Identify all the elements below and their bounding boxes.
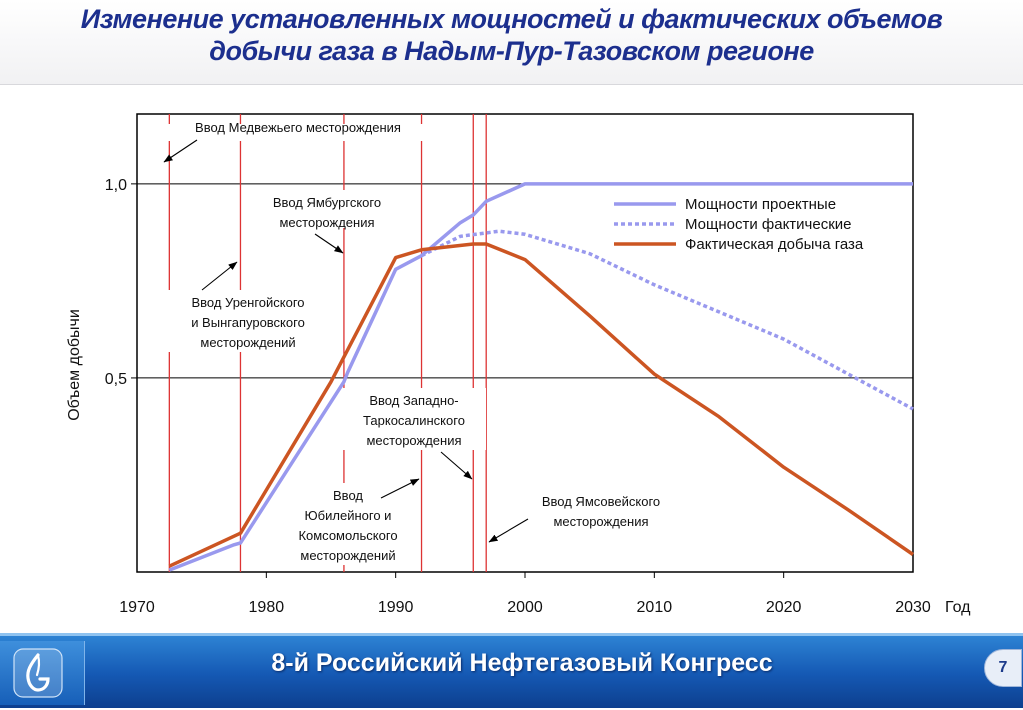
annotation-2-line-2: месторождений xyxy=(200,335,296,350)
annotation-2-line-1: и Вынгапуровского xyxy=(191,315,305,330)
annotation-4-line-2: Комсомольского xyxy=(298,528,398,543)
congress-name: 8-й Российский Нефтегазовый Конгресс xyxy=(271,649,773,677)
annotation-2-line-0: Ввод Уренгойского xyxy=(191,295,305,310)
footer-bar xyxy=(0,633,1023,708)
x-tick-label-5: 2020 xyxy=(765,599,802,616)
logo xyxy=(0,641,85,705)
x-tick-label-1: 1980 xyxy=(248,599,285,616)
x-tick-label-6: 2030 xyxy=(895,599,931,616)
legend-label-0: Мощности проектные xyxy=(685,196,837,213)
gazprom-logo-icon xyxy=(0,641,84,705)
annotation-1-line-0: Ввод Ямбургского xyxy=(272,195,382,210)
annotation-3-line-0: Ввод Западно- xyxy=(369,393,459,408)
annotation-4-line-3: месторождений xyxy=(300,548,396,563)
annotation-4-line-0: Ввод xyxy=(333,488,363,503)
annotation-5-line-1: месторождения xyxy=(553,514,649,529)
page-title-line-1: Изменение установленных мощностей и фактических объемов xyxy=(80,4,943,34)
annotation-3-line-1: Таркосалинского xyxy=(363,413,465,428)
annotation-3-line-2: месторождения xyxy=(366,433,462,448)
annotation-1-line-1: месторождения xyxy=(279,215,375,230)
annotation-5-line-0: Ввод Ямсовейского xyxy=(541,494,661,509)
x-tick-label-3: 2000 xyxy=(507,599,543,616)
legend-label-1: Мощности фактические xyxy=(685,216,852,233)
y-axis-label: Объем добычи xyxy=(66,309,83,421)
x-tick-label-0: 1970 xyxy=(119,599,155,616)
y-tick-label-1: 1,0 xyxy=(104,176,127,194)
annotation-0-line-0: Ввод Медвежьего месторождения xyxy=(195,120,401,135)
y-tick-label-0: 0,5 xyxy=(104,370,127,388)
x-tick-label-2: 1990 xyxy=(377,599,414,616)
x-tick-label-4: 2010 xyxy=(636,599,673,616)
page-number-badge xyxy=(984,649,1022,687)
page-title-line-2: добычи газа в Надым-Пур-Тазовском регионе xyxy=(209,36,814,66)
page-number: 7 xyxy=(998,659,1008,676)
x-axis-label: Год xyxy=(945,599,971,616)
annotation-4-line-1: Юбилейного и xyxy=(304,508,392,523)
legend-label-2: Фактическая добыча газа xyxy=(685,236,864,253)
footer-divider xyxy=(0,633,1023,636)
